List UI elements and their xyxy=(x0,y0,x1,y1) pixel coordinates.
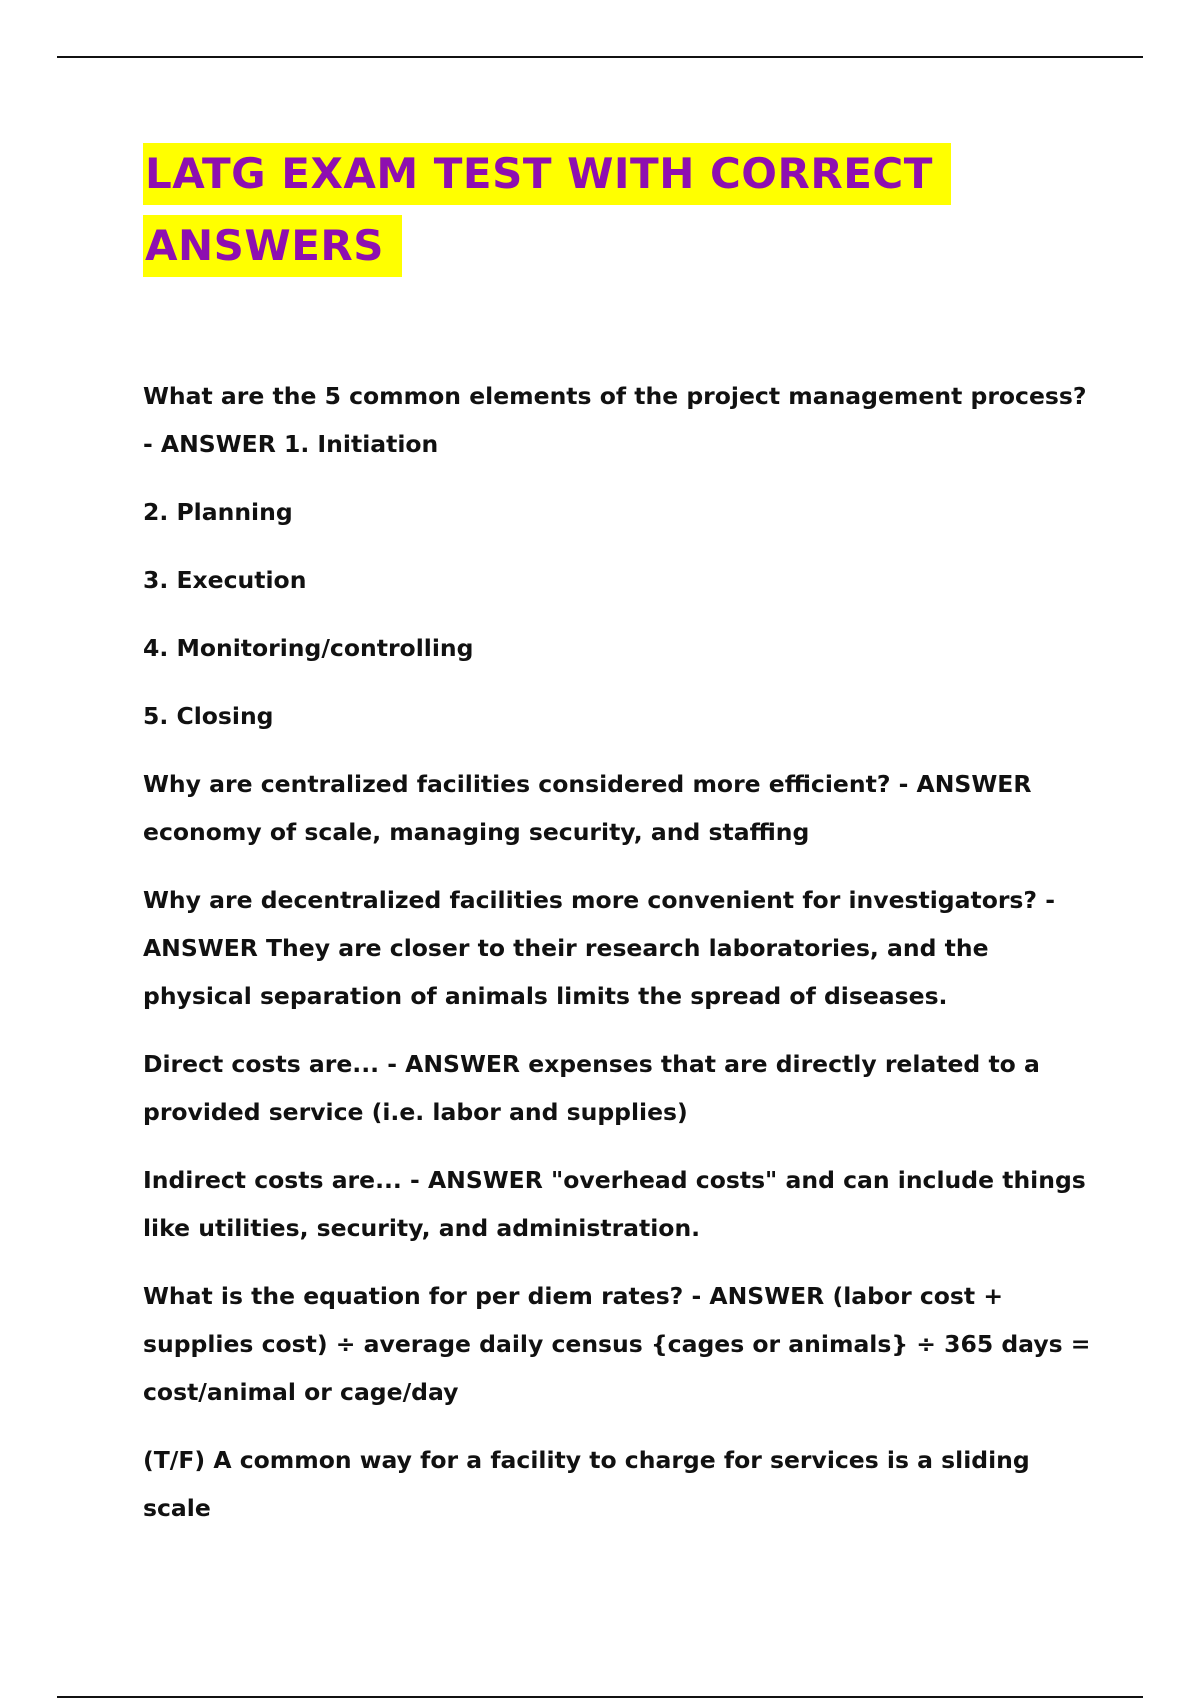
title-text-1: LATG EXAM TEST WITH CORRECT xyxy=(143,143,951,205)
paragraph-q2: Why are centralized facilities considered more efficient? - ANSWER economy of scale, managing security, and staffing xyxy=(143,770,1032,846)
title-text-2: ANSWERS xyxy=(143,215,402,277)
paragraph-q6: What is the equation for per diem rates? - ANSWER (labor cost + supplies cost) ÷ average daily census {cages or animals} ÷ 365 days = cost/animal or cage/day xyxy=(143,1282,1091,1406)
top-rule xyxy=(57,56,1143,58)
paragraph-step-5: 5. Closing xyxy=(143,702,274,730)
paragraph-q3: Why are decentralized facilities more convenient for investigators? - ANSWER They are closer to their research laboratories, and the physical separation of animals limits the spread of diseases. xyxy=(143,886,1055,1010)
bottom-rule xyxy=(57,1696,1143,1698)
paragraph-step-3: 3. Execution xyxy=(143,566,307,594)
title-line-2 xyxy=(143,215,1023,277)
paragraph-q1: What are the 5 common elements of the project management process? - ANSWER 1. Initiation xyxy=(143,382,1087,458)
document-title xyxy=(143,143,1023,277)
paragraph-q7: (T/F) A common way for a facility to charge for services is a sliding scale xyxy=(143,1446,1030,1522)
title-line-1 xyxy=(143,143,1023,205)
document-body xyxy=(143,372,1103,1552)
paragraph-step-4: 4. Monitoring/controlling xyxy=(143,634,474,662)
paragraph-q4: Direct costs are... - ANSWER expenses that are directly related to a provided service (i.e. labor and supplies) xyxy=(143,1050,1040,1126)
paragraph-q5: Indirect costs are... - ANSWER "overhead costs" and can include things like utilities, security, and administration. xyxy=(143,1166,1086,1242)
paragraph-step-2: 2. Planning xyxy=(143,498,293,526)
